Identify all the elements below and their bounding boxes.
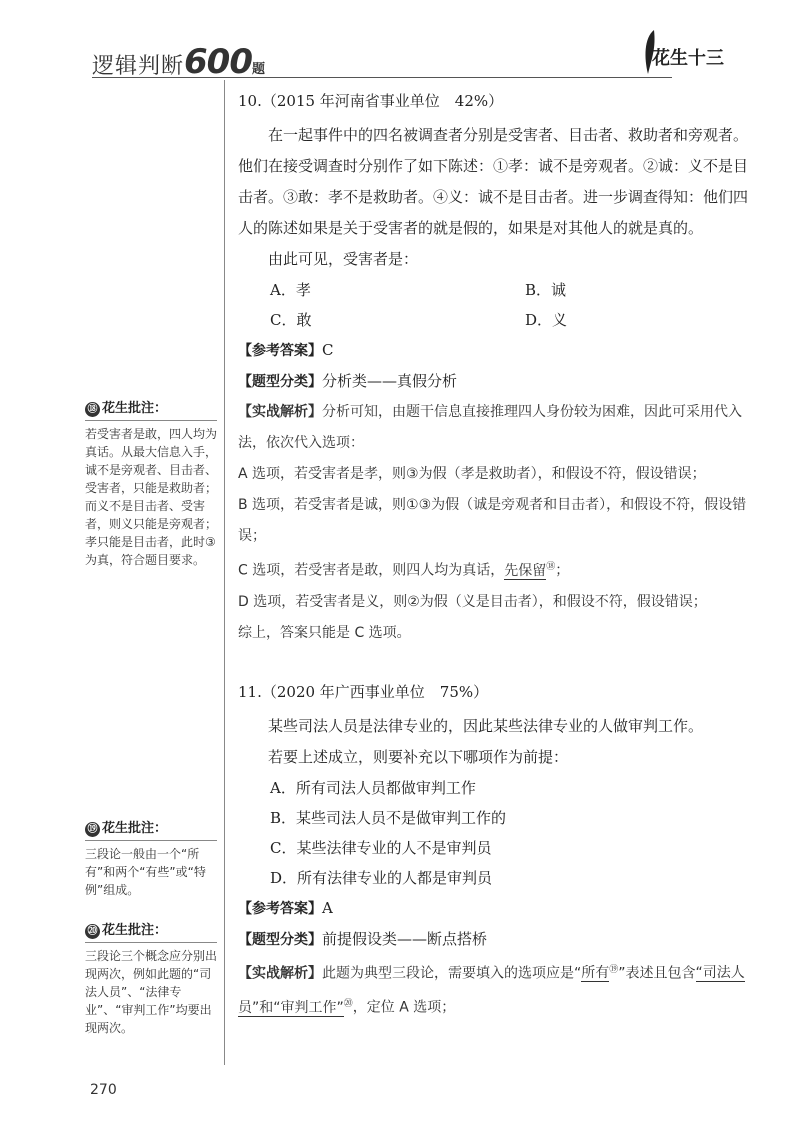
question-10-options [238,275,748,335]
question-11-type: 【题型分类】前提假设类——断点搭桥 [238,929,488,948]
option-a: A．所有司法人员都做审判工作 [270,778,476,797]
side-note-text: 三段论三个概念应分别出现两次，例如此题的“司法人员”、“法律专业”、“审判工作”均要出现两次。 [85,949,218,1035]
explanation-line: B 选项，若受害者是诚，则①③为假（诚是旁观者和目击者），和假设不符，假设错误； [238,497,747,544]
question-11-stem: 某些司法人员是法律专业的，因此某些法律专业的人做审判工作。 [268,716,704,735]
question-11-prompt: 若要上述成立，则要补充以下哪项作为前提： [268,747,569,766]
explanation-line: C 选项，若受害者是敢，则四人均为真话，先保留⑱； [238,562,570,579]
question-10-stem: 在一起事件中的四名被调查者分别是受害者、目击者、救助者和旁观者。他们在接受调查时分别作了如下陈述：①孝：诚不是旁观者。②诚：义不是目击者。③敢：孝不是救助者。④义：诚不是目击者。进一步调查得知：他们四人的陈述如果是关于受害者的就是假的，如果是对其他人的就是真的。 [238,126,749,237]
brand-name: 花生十三 [652,48,724,69]
column-divider [224,80,225,1065]
question-10-prompt: 由此可见，受害者是： [268,250,419,268]
side-note-19 [85,820,217,899]
explanation-line: D 选项，若受害者是义，则②为假（义是目击者），和假设不符，假设错误； [238,593,707,610]
question-10-answer: 【参考答案】C [238,341,334,359]
underlined-note-ref: 所有 [581,965,610,982]
side-note-text: 若受害者是敢，四人均为真话。从最大信息入手，诚不是旁观者、目击者、受害者，只能是救助者；而义不是目击者、受害者，则义只能是旁观者；孝只能是目击者，此时③为真，符合题目要求。 [85,427,218,567]
option-d: D．所有法律专业的人都是审判员 [270,868,493,887]
option-c: C．敢 [270,311,312,329]
option-c: C．某些法律专业的人不是审判员 [270,838,492,857]
option-d: D．义 [525,311,568,329]
book-title-suffix: 题 [252,62,267,77]
question-10-type: 【题型分类】分析类——真假分析 [238,372,458,390]
book-title-text: 逻辑判断 [92,54,185,79]
underlined-note-ref: “司法人员”和“审判工作” [238,965,745,1016]
option-a: A．孝 [270,281,311,299]
side-note-title: ⑳ 花生批注： [85,922,217,943]
question-11-explanation: 【实战解析】此题为典型三段论，需要填入的选项应是“所有⑲”表述且包含“司法人员”和“审判工作”⑳，定位 A 选项； [238,964,745,1016]
main-content [238,88,748,1024]
question-10-explanation: 【实战解析】分析可知，由题干信息直接推理四人身份较为困难，因此可采用代入法，依次代入选项： [238,404,742,451]
header-rule [92,77,672,78]
question-11-header: 11.（2020 年广西事业单位 75%） [238,682,489,701]
option-b: B．诚 [525,281,567,299]
side-note-title: ⑲ 花生批注： [85,820,217,841]
option-b: B．某些司法人员不是做审判工作的 [270,808,507,827]
side-note-20 [85,922,217,1037]
side-note-text: 三段论一般由一个“所有”和两个“有些”或“特例”组成。 [85,847,206,897]
explanation-line: A 选项，若受害者是孝，则③为假（孝是救助者），和假设不符，假设错误； [238,466,706,482]
page-number: 270 [90,1082,117,1098]
book-title-number: 600 [184,42,252,82]
explanation-line: 综上，答案只能是 C 选项。 [238,624,411,641]
question-11-options [238,773,748,893]
side-note-title: ⑱ 花生批注： [85,400,217,421]
question-10-header: 10.（2015 年河南省事业单位 42%） [238,92,504,110]
question-11-answer: 【参考答案】A [238,898,333,917]
underlined-note-ref: 先保留 [504,562,547,579]
side-note-18 [85,400,217,569]
book-title [92,42,266,82]
